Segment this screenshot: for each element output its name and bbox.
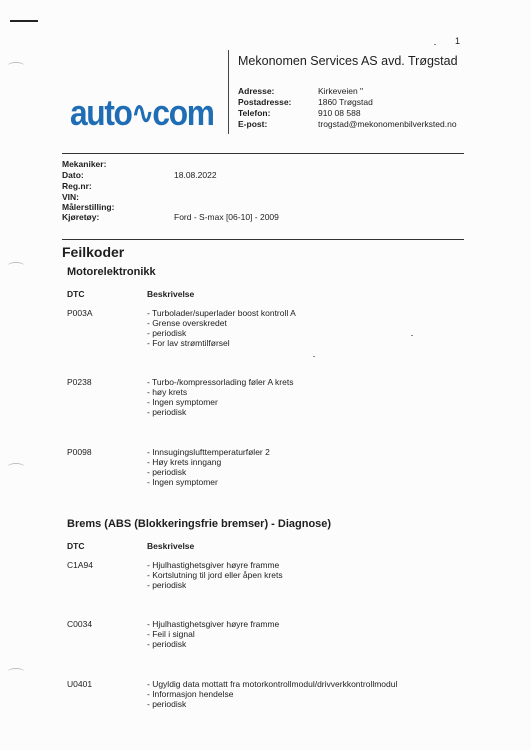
description-line: - For lav strømtilførsel [147, 338, 230, 348]
dtc-code: U0401 [67, 679, 93, 689]
dtc-description [147, 377, 293, 417]
description-line: - Turbo-/kompressorlading føler A krets [147, 377, 294, 387]
dtc-description [147, 447, 270, 487]
description-line: - Informasjon hendelse [147, 689, 234, 699]
company-logo [70, 93, 214, 136]
scan-artifact [8, 668, 24, 675]
dtc-code: P0098 [67, 447, 92, 457]
contact-label-postal: Postadresse: [238, 97, 292, 107]
description-line: - periodisk [147, 699, 187, 709]
page-number: 1 [455, 36, 461, 46]
scan-speck [313, 356, 315, 357]
description-line: - Innsugingslufttemperaturføler 2 [147, 447, 270, 457]
dtc-description [147, 560, 283, 590]
logo-text-right: com [152, 92, 214, 133]
description-line: - Turbolader/superlader boost kontroll A [147, 308, 296, 318]
column-header-dtc: DTC [67, 541, 85, 551]
contact-label-email: E-post: [238, 119, 268, 129]
meta-label-regnr: Reg.nr: [62, 181, 92, 191]
contact-value-phone: 910 08 588 [318, 108, 361, 118]
dtc-code: C1A94 [67, 560, 93, 570]
contact-value-postal: 1860 Trøgstad [318, 97, 373, 107]
description-line: - periodisk [147, 407, 187, 417]
scan-mark [10, 20, 38, 22]
meta-label-mechanic: Mekaniker: [62, 159, 107, 169]
fault-codes-title: Feilkoder [62, 244, 125, 260]
dtc-description [147, 619, 279, 649]
description-line: - Ugyldig data mottatt fra motorkontrollmodul/drivverkkontrollmodul [147, 679, 398, 689]
description-line: - periodisk [147, 580, 187, 590]
contact-label-phone: Telefon: [238, 108, 271, 118]
meta-value-date: 18.08.2022 [174, 170, 217, 180]
contact-value-email: trogstad@mekonomenbilverksted.no [318, 119, 457, 129]
divider-section [62, 239, 464, 240]
header-divider [228, 50, 229, 134]
section-heading-engine: Motorelektronikk [67, 266, 156, 278]
description-line: - Hjulhastighetsgiver høyre framme [147, 560, 280, 570]
description-line: - Ingen symptomer [147, 397, 218, 407]
meta-label-vin: VIN: [62, 192, 79, 202]
column-header-description: Beskrivelse [147, 541, 195, 551]
description-line: - periodisk [147, 467, 187, 477]
scan-artifact [8, 262, 24, 269]
dtc-description [147, 308, 296, 348]
scan-artifact [8, 62, 24, 69]
dtc-code: C0034 [67, 619, 93, 629]
description-line: - Ingen symptomer [147, 477, 218, 487]
description-line: - periodisk [147, 328, 187, 338]
description-line: - Feil i signal [147, 629, 195, 639]
column-header-dtc: DTC [67, 289, 85, 299]
column-header-description: Beskrivelse [147, 289, 195, 299]
logo-pulse-icon: ∿ [131, 97, 153, 130]
scan-artifact [8, 463, 24, 470]
dtc-description [147, 679, 397, 709]
description-line: - Kortslutning til jord eller åpen krets [147, 570, 283, 580]
meta-label-date: Dato: [62, 170, 84, 180]
logo-text-left: auto [70, 92, 132, 133]
description-line: - Hjulhastighetsgiver høyre framme [147, 619, 280, 629]
description-line: - høy krets [147, 387, 188, 397]
description-line: - periodisk [147, 639, 187, 649]
company-name: Mekonomen Services AS avd. Trøgstad [238, 54, 458, 68]
meta-label-vehicle: Kjøretøy: [62, 212, 100, 222]
meta-value-vehicle: Ford - S-max [06-10] - 2009 [174, 212, 279, 222]
meta-label-odometer: Målerstilling: [62, 202, 115, 212]
dtc-code: P003A [67, 308, 93, 318]
contact-value-address: Kirkeveien " [318, 86, 364, 96]
divider-top [62, 153, 464, 154]
description-line: - Høy krets inngang [147, 457, 222, 467]
contact-label-address: Adresse: [238, 86, 275, 96]
scan-speck [411, 335, 413, 336]
description-line: - Grense overskredet [147, 318, 227, 328]
dtc-code: P0238 [67, 377, 92, 387]
scan-speck [434, 44, 436, 45]
section-heading-brakes: Brems (ABS (Blokkeringsfrie bremser) - Diagnose) [67, 518, 332, 530]
